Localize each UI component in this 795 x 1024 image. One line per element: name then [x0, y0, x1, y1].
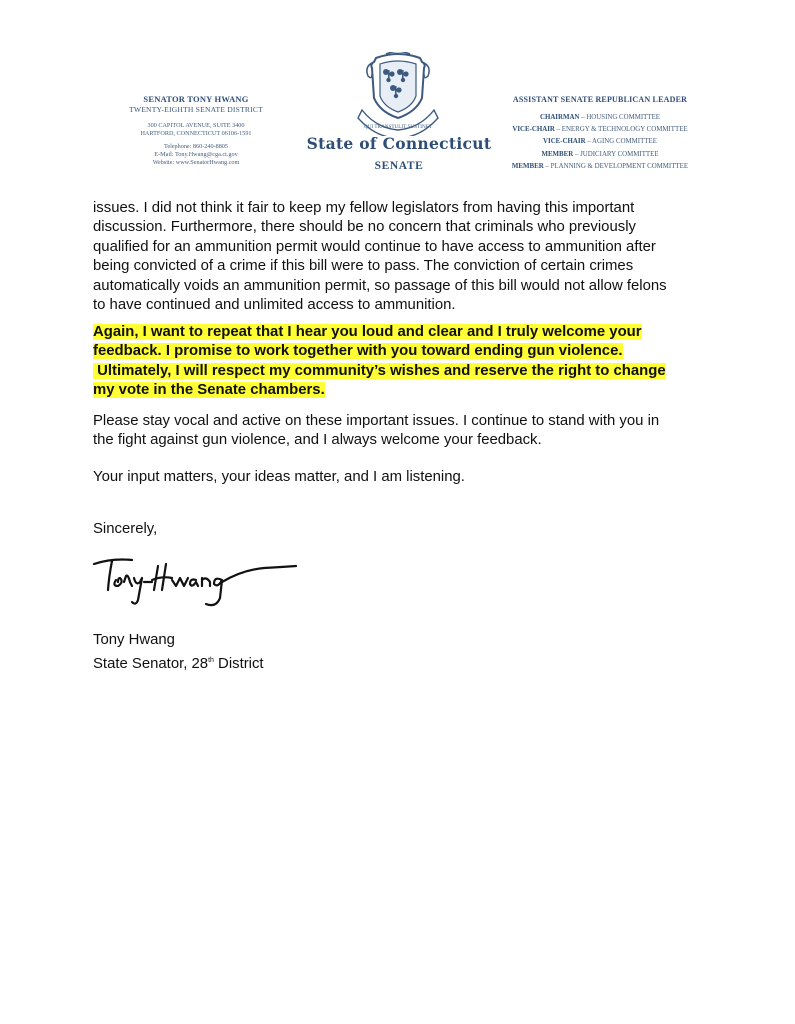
telephone: Telephone: 860-240-8805	[163, 143, 228, 150]
state-name: State of Connecticut	[306, 134, 492, 153]
contact-details	[96, 143, 296, 167]
text-line: discussion. Furthermore, there should be no concern that criminals who previously	[93, 219, 636, 236]
highlighted-line: Again, I want to repeat that I hear you loud and clear and I truly welcome your	[93, 324, 642, 340]
leadership-block	[480, 95, 720, 173]
text-line: being convicted of a crime if this bill were to pass. The conviction of certain crimes	[93, 258, 634, 275]
senate-district: TWENTY-EIGHTH SENATE DISTRICT	[128, 105, 264, 114]
paragraph-ammunition	[93, 199, 667, 315]
email: E-Mail: Tony.Hwang@cga.ct.gov	[154, 151, 238, 158]
signer-title: State Senator, 28th District	[93, 656, 264, 672]
paragraph-stay-vocal	[93, 412, 659, 451]
address-line-1: 300 CAPITOL AVENUE, SUITE 3400	[147, 122, 245, 129]
closing-salutation: Sincerely,	[93, 521, 158, 537]
text-line: the fight against gun violence, and I always welcome your feedback.	[93, 432, 542, 449]
highlighted-line: feedback. I promise to work together with you toward ending gun violence.	[93, 343, 623, 360]
seal-motto: QUI TRANSTULIT SUSTINET	[363, 124, 433, 130]
highlighted-line: Ultimately, I will respect my community’s wishes and reserve the right to change	[93, 362, 666, 379]
state-seal-icon	[346, 52, 450, 136]
committee-item: CHAIRMAN – HOUSING COMMITTEE	[539, 114, 660, 121]
committee-item: VICE-CHAIR – ENERGY & TECHNOLOGY COMMITTEE	[512, 126, 688, 134]
text-line: qualified for an ammunition permit would continue to have access to ammunition after	[93, 238, 656, 255]
committee-item: MEMBER – PLANNING & DEVELOPMENT COMMITTEE	[511, 162, 689, 170]
leadership-title: ASSISTANT SENATE REPUBLICAN LEADER	[512, 95, 688, 104]
committee-item: MEMBER – JUDICIARY COMMITTEE	[541, 150, 659, 158]
website: Website: www.SenatorHwang.com	[152, 159, 240, 166]
text-line: to have continued and unlimited access to ammunition.	[93, 297, 456, 314]
committee-item: VICE-CHAIR – AGING COMMITTEE	[543, 138, 657, 146]
highlighted-line: my vote in the Senate chambers.	[93, 382, 325, 399]
signer-name: Tony Hwang	[93, 632, 175, 648]
committee-list	[480, 112, 720, 173]
handwritten-signature	[92, 552, 298, 614]
text-line: issues. I did not think it fair to keep my fellow legislators from having this important	[93, 200, 635, 216]
paragraph-listening: Your input matters, your ideas matter, and I am listening.	[93, 469, 465, 485]
office-address	[96, 122, 296, 138]
highlighted-paragraph	[93, 323, 666, 401]
text-line: Please stay vocal and active on these important issues. I continue to stand with you in	[93, 413, 660, 429]
text-line: automatically voids an ammunition permit, so passage of this bill would not allow felons	[93, 277, 667, 294]
senator-name: SENATOR TONY HWANG	[143, 94, 249, 104]
chamber-name: SENATE	[374, 160, 424, 172]
letterhead	[0, 52, 795, 182]
senator-contact-block	[96, 94, 296, 167]
address-line-2: HARTFORD, CONNECTICUT 06106-1591	[140, 130, 252, 137]
